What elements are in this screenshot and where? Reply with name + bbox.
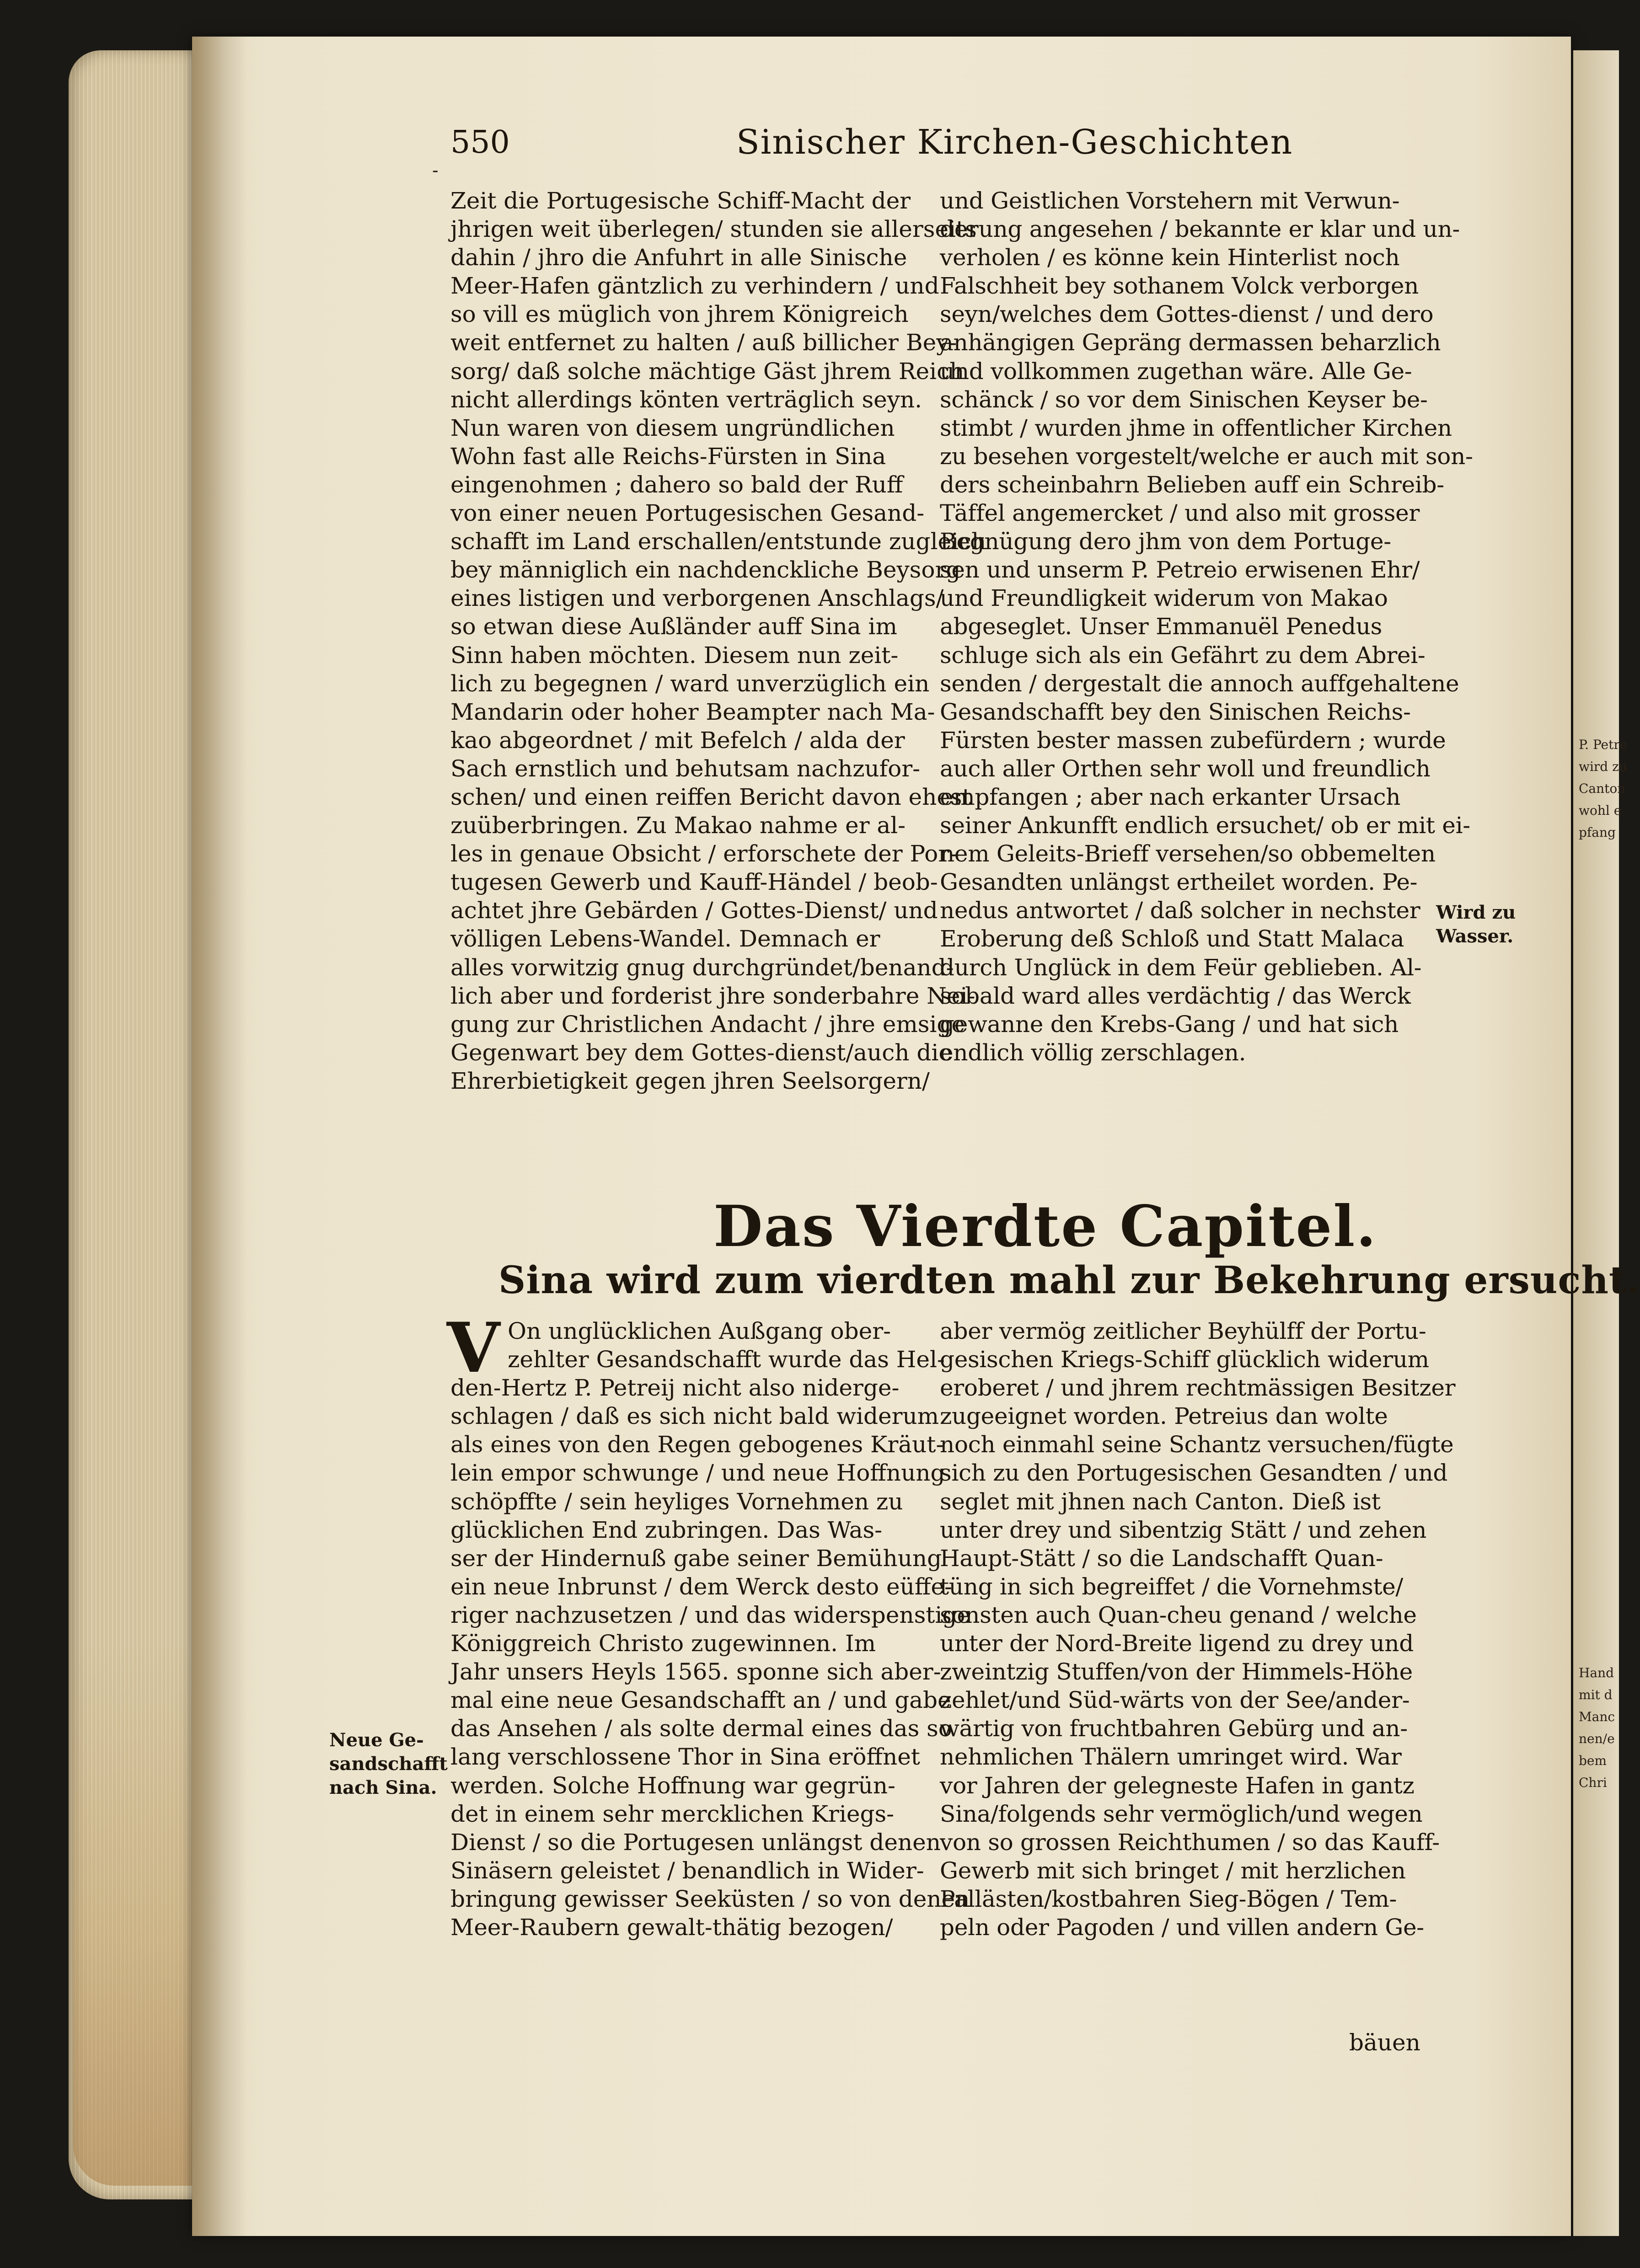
upper-right-column	[940, 187, 1473, 1067]
text-line: Wasser.	[1436, 925, 1514, 947]
text-line: weit entfernet zu halten / auß billicher Bey-	[450, 329, 957, 356]
fragment-line: wohl e	[1579, 803, 1622, 818]
text-line: lein empor schwunge / und neue Hoffnung	[450, 1460, 945, 1487]
text-line: seyn/welches dem Gottes-dienst / und dero	[940, 301, 1434, 328]
text-line: On unglücklichen Außgang ober-	[508, 1318, 891, 1344]
text-line: anhängigen Gepräng dermassen beharzlich	[940, 329, 1441, 356]
text-line: Sinn haben möchten. Diesem nun zeit-	[450, 642, 899, 669]
text-line: noch einmahl seine Schantz versuchen/fügte	[940, 1431, 1454, 1458]
text-line: Meer-Raubern gewalt-thätig bezogen/	[450, 1914, 893, 1941]
fragment-line: Chri	[1579, 1775, 1607, 1790]
text-line: tüng in sich begreiffet / die Vornehmste/	[940, 1573, 1403, 1600]
text-line: das Ansehen / als solte dermal eines das so	[450, 1715, 952, 1742]
text-line: zweintzig Stuffen/von der Himmels-Höhe	[940, 1658, 1413, 1685]
text-line: sich zu den Portugesischen Gesandten / und	[940, 1460, 1448, 1487]
text-line: sonsten auch Quan-cheu genand / welche	[940, 1601, 1417, 1628]
text-line: Jahr unsers Heyls 1565. sponne sich aber-	[450, 1658, 941, 1685]
text-line: von einer neuen Portugesischen Gesand-	[450, 500, 925, 527]
text-line: Ehrerbietigkeit gegen jhren Seelsorgern/	[450, 1067, 930, 1094]
text-line: schänck / so vor dem Sinischen Keyser be-	[940, 386, 1428, 413]
text-line: verholen / es könne kein Hinterlist noch	[940, 244, 1400, 271]
text-line: Gesandten unlängst ertheilet worden. Pe-	[940, 869, 1418, 896]
text-line: schen/ und einen reiffen Bericht davon ehest	[450, 783, 971, 810]
text-line: zehlter Gesandschafft wurde das Hel-	[508, 1346, 945, 1373]
upper-left-column	[450, 187, 986, 1095]
text-line: Neue Ge-	[329, 1729, 424, 1751]
fragment-line: Manc	[1579, 1709, 1615, 1724]
text-line: vor Jahren der gelegneste Hafen in gantz	[940, 1772, 1415, 1799]
text-line: empfangen ; aber nach erkanter Ursach	[940, 783, 1401, 810]
text-line: nach Sina.	[329, 1777, 437, 1798]
text-line: abgeseglet. Unser Emmanuël Penedus	[940, 613, 1382, 640]
text-line: Wird zu	[1436, 902, 1516, 923]
text-line: und Geistlichen Vorstehern mit Verwun-	[940, 187, 1400, 214]
text-line: lich aber und forderist jhre sonderbahre Nei-	[450, 982, 975, 1009]
text-line: seglet mit jhnen nach Canton. Dieß ist	[940, 1488, 1381, 1515]
text-line: sen und unserm P. Petreio erwisenen Ehr/	[940, 556, 1420, 583]
lower-right-column	[940, 1317, 1456, 1942]
text-line: werden. Solche Hoffnung war gegrün-	[450, 1772, 895, 1799]
text-line: den-Hertz P. Petreij nicht also niderge-	[450, 1375, 900, 1401]
lower-left-column	[450, 1317, 970, 1942]
text-line: Meer-Hafen gäntzlich zu verhindern / und	[450, 273, 939, 300]
text-line: stimbt / wurden jhme in offentlicher Kirchen	[940, 414, 1452, 441]
text-line: nehmlichen Thälern umringet wird. War	[940, 1744, 1402, 1771]
text-line: auch aller Orthen sehr woll und freundlich	[940, 755, 1431, 782]
text-line: sandschafft	[329, 1753, 448, 1775]
text-line: Falschheit bey sothanem Volck verborgen	[940, 273, 1419, 300]
text-line: dahin / jhro die Anfuhrt in alle Sinische	[450, 244, 907, 271]
text-line: alles vorwitzig gnug durchgründet/benand-	[450, 954, 954, 981]
drop-cap-initial: V	[446, 1308, 500, 1388]
text-line: gung zur Christlichen Andacht / jhre emsige	[450, 1011, 965, 1038]
fragment-line: P. Petre	[1579, 737, 1628, 752]
text-line: senden / dergestalt die annoch auffgehaltene	[940, 670, 1459, 697]
text-line: eines listigen und verborgenen Anschlags/	[450, 585, 944, 612]
text-line: kao abgeordnet / mit Befelch / alda der	[450, 727, 905, 754]
text-line: zehlet/und Süd-wärts von der See/ander-	[940, 1687, 1410, 1714]
text-line: derung angesehen / bekannte er klar und un-	[940, 216, 1460, 243]
text-line: bringung gewisser Seeküsten / so von denen	[450, 1885, 970, 1912]
text-line: schafft im Land erschallen/entstunde zugleich	[450, 528, 986, 555]
text-line: zu besehen vorgestelt/welche er auch mit son-	[940, 443, 1473, 470]
text-line: endlich völlig zerschlagen.	[940, 1039, 1246, 1066]
text-line: Pallästen/kostbahren Sieg-Bögen / Tem-	[940, 1885, 1397, 1912]
text-line: aber vermög zeitlicher Beyhülff der Portu-	[940, 1318, 1426, 1344]
catch-word: bäuen	[1349, 2029, 1420, 2056]
text-line: und Freundligkeit widerum von Makao	[940, 585, 1388, 612]
text-line: Sina/folgends sehr vermöglich/und wegen	[940, 1800, 1423, 1827]
fragment-line: pfang	[1579, 825, 1616, 840]
text-line: gewanne den Krebs-Gang / und hat sich	[940, 1011, 1399, 1038]
fragment-line: wird zu	[1579, 759, 1627, 774]
text-line: achtet jhre Gebärden / Gottes-Dienst/ und	[450, 897, 938, 924]
adjacent-page-upper-fragment	[1579, 734, 1628, 844]
text-line: seiner Ankunfft endlich ersuchet/ ob er mit ei-	[940, 812, 1470, 839]
text-line: unter der Nord-Breite ligend zu drey und	[940, 1630, 1414, 1657]
text-line: als eines von den Regen gebogenes Kräut-	[450, 1431, 944, 1458]
text-line: nem Geleits-Brieff versehen/so obbemelten	[940, 840, 1436, 867]
fragment-line: nen/e	[1579, 1731, 1615, 1746]
text-line: Wohn fast alle Reichs-Fürsten in Sina	[450, 443, 886, 470]
fragment-line: Hand	[1579, 1665, 1614, 1680]
text-line: schluge sich als ein Gefährt zu dem Abrei-	[940, 642, 1426, 669]
text-line: peln oder Pagoden / und villen andern Ge-	[940, 1914, 1424, 1941]
text-line: Täffel angemercket / und also mit grosser	[940, 500, 1420, 527]
text-line: gesischen Kriegs-Schiff glücklich widerum	[940, 1346, 1429, 1373]
text-line: bey männiglich ein nachdenckliche Beysorg	[450, 556, 961, 583]
text-line: schlagen / daß es sich nicht bald widerum	[450, 1403, 939, 1430]
text-line: schöpffte / sein heyliges Vornehmen zu	[450, 1488, 903, 1515]
text-line: Haupt-Stätt / so die Landschafft Quan-	[940, 1545, 1383, 1572]
text-line: eingenohmen ; dahero so bald der Ruff	[450, 471, 903, 498]
text-line: nicht allerdings könten verträglich seyn.	[450, 386, 922, 413]
adjacent-page-lower-fragment	[1579, 1662, 1624, 1794]
text-line: völligen Lebens-Wandel. Demnach er	[450, 925, 880, 952]
text-line: Fürsten bester massen zubefürdern ; wurde	[940, 727, 1446, 754]
text-line: von so grossen Reichthumen / so das Kauff-	[940, 1829, 1440, 1856]
text-line: Eroberung deß Schloß und Statt Malaca	[940, 925, 1404, 952]
text-line: mal eine neue Gesandschafft an / und gabe	[450, 1687, 951, 1714]
text-line: ders scheinbahrn Belieben auff ein Schreib-	[940, 471, 1444, 498]
chapter-title: Das Vierdte Capitel.	[713, 1193, 1377, 1260]
text-line: so vill es müglich von jhrem Königreich	[450, 301, 909, 328]
text-line: Nun waren von diesem ungründlichen	[450, 414, 895, 441]
text-line: Zeit die Portugesische Schiff-Macht der	[450, 187, 911, 214]
page-number: 550	[450, 124, 510, 160]
gutter-shadow	[192, 37, 247, 2236]
text-line: Gesandschafft bey den Sinischen Reichs-	[940, 698, 1411, 725]
margin-note-neue-gesandschafft	[329, 1728, 448, 1800]
fragment-line: bem	[1579, 1753, 1607, 1768]
text-line: Dienst / so die Portugesen unlängst denen	[450, 1829, 941, 1856]
fragment-line: Canton	[1579, 781, 1626, 796]
running-head: Sinischer Kirchen-Geschichten	[736, 123, 1293, 162]
text-line: wärtig von fruchtbahren Gebürg und an-	[940, 1715, 1408, 1742]
text-line: sobald ward alles verdächtig / das Werck	[940, 982, 1411, 1009]
text-line: riger nachzusetzen / und das widerspenstige	[450, 1601, 970, 1628]
text-line: ser der Hindernuß gabe seiner Bemühung	[450, 1545, 942, 1572]
text-line: Königgreich Christo zugewinnen. Im	[450, 1630, 876, 1657]
margin-note-wird-zu-wasser	[1436, 901, 1516, 948]
text-line: Begnügung dero jhm von dem Portuge-	[940, 528, 1391, 555]
text-line: Gegenwart bey dem Gottes-dienst/auch die	[450, 1039, 952, 1066]
text-line: lang verschlossene Thor in Sina eröffnet	[450, 1744, 920, 1771]
text-line: zugeeignet worden. Petreius dan wolte	[940, 1403, 1388, 1430]
adjacent-page-sliver	[1573, 50, 1628, 2236]
text-line: jhrigen weit überlegen/ stunden sie allerseits	[450, 216, 977, 243]
text-line: Mandarin oder hoher Beampter nach Ma-	[450, 698, 935, 725]
text-line: glücklichen End zubringen. Das Was-	[450, 1516, 883, 1543]
text-line: Sinäsern geleistet / benandlich in Wider-	[450, 1857, 924, 1884]
text-line: Sach ernstlich und behutsam nachzufor-	[450, 755, 921, 782]
text-line: lich zu begegnen / ward unverzüglich ein	[450, 670, 930, 697]
text-line: und vollkommen zugethan wäre. Alle Ge-	[940, 358, 1412, 385]
text-line: sorg/ daß solche mächtige Gäst jhrem Reich	[450, 358, 965, 385]
text-line: nedus antwortet / daß solcher in nechster	[940, 897, 1420, 924]
page-mark: -	[432, 160, 439, 181]
text-line: det in einem sehr mercklichen Kriegs-	[450, 1800, 895, 1827]
text-line: tugesen Gewerb und Kauff-Händel / beob-	[450, 869, 938, 896]
text-line: unter drey und sibentzig Stätt / und zehen	[940, 1516, 1427, 1543]
text-line: durch Unglück in dem Feür geblieben. Al-	[940, 954, 1422, 981]
text-line: so etwan diese Außländer auff Sina im	[450, 613, 897, 640]
fragment-line: mit d	[1579, 1687, 1613, 1702]
chapter-subtitle: Sina wird zum vierdten mahl zur Bekehrung ersucht.	[498, 1258, 1640, 1302]
text-line: les in genaue Obsicht / erforschete der Por-	[450, 840, 957, 867]
text-line: Gewerb mit sich bringet / mit herzlichen	[940, 1857, 1406, 1884]
text-line: eroberet / und jhrem rechtmässigen Besitzer	[940, 1375, 1456, 1401]
text-line: zuüberbringen. Zu Makao nahme er al-	[450, 812, 906, 839]
page-edge-foxing	[73, 1646, 192, 2186]
text-line: ein neue Inbrunst / dem Werck desto eüffe-	[450, 1573, 952, 1600]
